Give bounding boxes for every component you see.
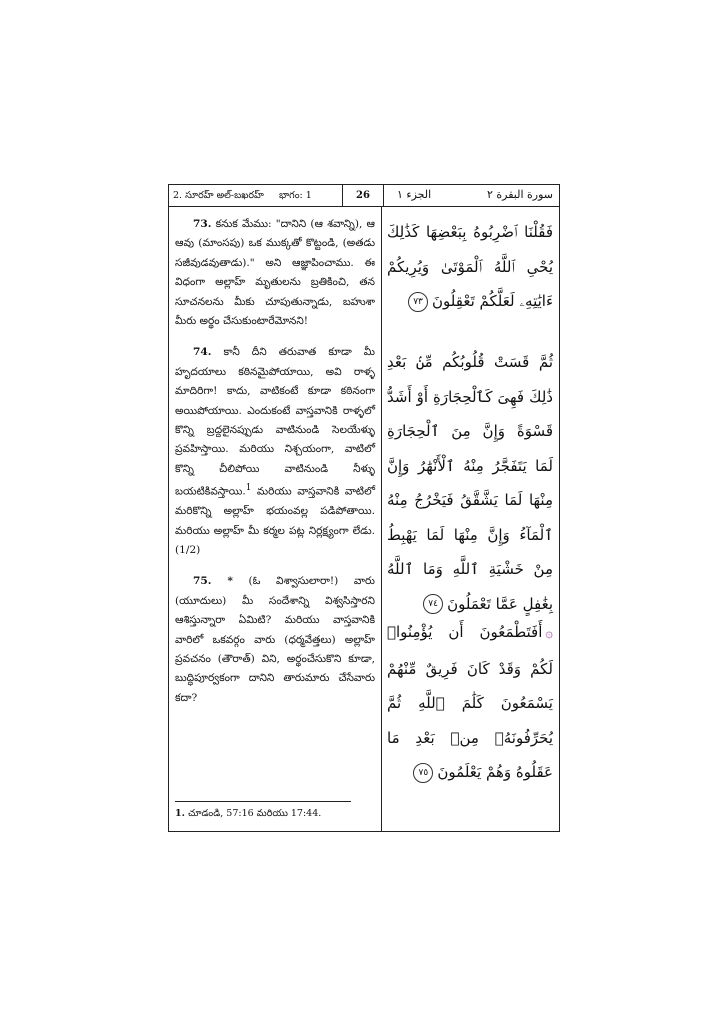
page-number: 26 — [342, 185, 384, 206]
verse-74-number: 74. — [193, 346, 212, 359]
verse-74-translation — [175, 343, 375, 560]
arabic-ayah-73 — [387, 215, 553, 319]
verse-75-number: 75. * — [193, 575, 233, 588]
footnote-text: చూడండి, 57:16 మరియు 17:44. — [184, 808, 322, 819]
verse-74-text-a: కానీ దీని తరువాత కూడా మీ హృదయాలు కఠినమైపోయాయి, అవి రాళ్ళ మాదిరిగా! కాదు, వాటికంటే కూడా కఠినంగా అయిపోయాయి. ఎందుకంటే వాస్తవానికి రాళ్ళలో కొన్ని బ్రద్దలైనప్పుడు వాటినుండి సెలయేళ్ళు ప్రవహిస్తాయి. మరియు నిశ్చయంగా, వాటిలో కొన్ని చీలిపోయి వాటినుండి నీళ్ళు బయటికివస్తాయి. — [175, 346, 375, 498]
verse-73-number: 73. — [193, 218, 212, 230]
rub-hizb-icon: ۞ — [545, 626, 553, 641]
page-header — [169, 185, 559, 207]
arabic-ayah-73-text: فَقُلْنَا ٱضْرِبُوهُ بِبَعْضِهَا كَذَٰلِكَ يُحْىِ ٱللَّهُ ٱلْمَوْتَىٰ وَيُرِيكُمْ ءَايَٰتِهِۦ لَعَلَّكُمْ تَعْقِلُونَ — [387, 223, 553, 310]
verse-73-translation — [175, 215, 375, 331]
column-divider — [381, 206, 382, 832]
ayah-74-marker: ٧٤ — [423, 594, 443, 614]
telugu-translation-column — [175, 215, 375, 720]
arabic-ayah-75-text: أَفَتَطْمَعُونَ أَن يُؤْمِنُوا۟ لَكُمْ وَقَدْ كَانَ فَرِيقٌ مِّنْهُمْ يَسْمَعُونَ كَلَٰمَ ٱللَّهِ ثُمَّ يُحَرِّفُونَهُۥ مِنۢ بَعْدِ مَا عَقَلُوهُ وَهُمْ يَعْلَمُونَ — [387, 623, 553, 781]
footnote — [175, 808, 321, 821]
footnote-number: 1. — [175, 808, 185, 819]
verse-74-text-b: మరియు వాస్తవానికి వాటిలో మరికొన్ని అల్లాహ్ భయంవల్ల పడిపోతాయి. మరియు అల్లాహ్ మీ కర్మల పట్ల నిర్లక్ష్యంగా లేడు. (1/2) — [175, 485, 375, 557]
verse-75-text: (ఓ విశ్వాసులారా!) వారు (యూదులు) మీ సందేశాన్ని విశ్వసిస్తారని ఆశిస్తున్నారా ఏమిటి? మరియు వాస్తవానికి వారిలో ఒకవర్గం వారు (ధర్మవేత్తలు) అల్లాహ్ ప్రవచనం (తౌరాత్) విని, అర్థంచేసుకొని కూడా, బుద్ధిపూర్వకంగా దానిని తారుమారు చేసేవారు కదా? — [175, 575, 375, 704]
verse-73-text: కనుక మేము: "దానిని (ఆ శవాన్ని), ఆ ఆవు (మాంసపు) ఒక ముక్కతో కొట్టండి, (అతడు సజీవుడవుతాడు)." అని ఆజ్ఞాపించాము. ఈ విధంగా అల్లాహ్ మృతులను బ్రతికించి, తన సూచనలను మీకు చూపుతున్నాడు, బహుశా మీరు అర్థం చేసుకుంటారేమోనని! — [175, 218, 375, 328]
ayah-73-marker: ٧٣ — [408, 292, 428, 312]
arabic-ayah-74-text: ثُمَّ قَسَتْ قُلُوبُكُم مِّنۢ بَعْدِ ذَٰلِكَ فَهِىَ كَٱلْحِجَارَةِ أَوْ أَشَدُّ قَسْوَةً وَإِنَّ مِنَ ٱلْحِجَارَةِ لَمَا يَتَفَجَّرُ مِنْهُ ٱلْأَنْهَٰرُ وَإِنَّ مِنْهَا لَمَا يَشَّقَّقُ فَيَخْرُجُ مِنْهُ ٱلْمَآءُ وَإِنَّ مِنْهَا لَمَا يَهْبِطُ مِنْ خَشْيَةِ ٱللَّهِ وَمَا ٱللَّهُ بِغَٰفِلٍ عَمَّا تَعْمَلُونَ — [387, 353, 553, 613]
footnote-divider — [175, 801, 351, 802]
part-label-telugu: భాగం: 1 — [279, 190, 312, 201]
verse-75-translation — [175, 572, 375, 708]
juz-label-arabic: الجزء ١ — [397, 188, 432, 201]
mushaf-page — [168, 184, 560, 832]
arabic-ayah-75 — [387, 615, 553, 790]
ayah-75-marker: ٧٥ — [413, 763, 433, 783]
arabic-ayah-74 — [387, 345, 553, 621]
footnote-marker: 1 — [245, 483, 252, 494]
surah-name-telugu: 2. సూరహ్ అల్-బఖరహ్ — [173, 190, 264, 201]
surah-name-arabic: سورة البقرة ٢ — [486, 188, 553, 201]
